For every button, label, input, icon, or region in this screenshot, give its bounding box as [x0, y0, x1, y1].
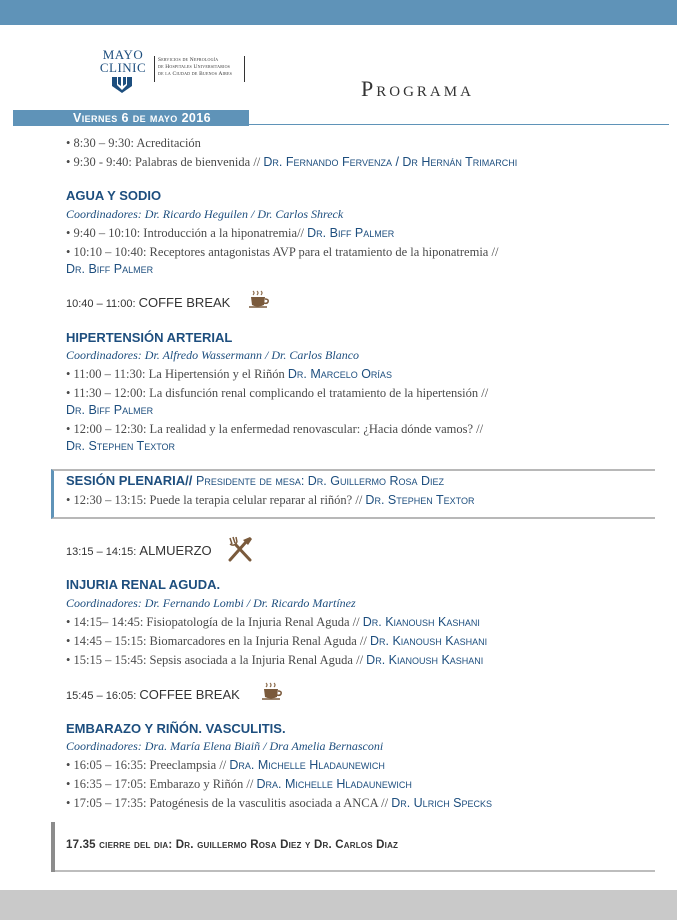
speaker: Dr. Biff Palmer	[66, 262, 154, 276]
speaker: Dr. Kianoush Kashani	[362, 615, 480, 629]
cutlery-icon	[226, 536, 254, 562]
speaker: Dr. Kianoush Kashani	[366, 653, 484, 667]
section-title-injuria: INJURIA RENAL AGUDA.	[66, 577, 221, 592]
schedule-item: • 12:30 – 13:15: Puede la terapia celular reparar al riñón? // Dr. Stephen Textor	[66, 492, 474, 508]
coordinators: Coordinadores: Dr. Ricardo Heguilen / Dr. Carlos Shreck	[66, 207, 344, 221]
servicios-text: Servicios de Nefrología de Hospitales Universitarios de la Ciudad de Buenos Aires	[158, 57, 233, 77]
section-title-hipertension: HIPERTENSIÓN ARTERIAL	[66, 330, 233, 345]
logo-divider	[154, 56, 155, 82]
speaker: Dr. Biff Palmer	[66, 403, 154, 417]
schedule-item: • 9:30 - 9:40: Palabras de bienvenida // Dr. Fernando Fervenza / Dr Hernán Trimarchi	[66, 154, 517, 170]
speaker: Dr. Stephen Textor	[66, 439, 176, 453]
schedule-item: • 16:05 – 16:35: Preeclampsia // Dra. Michelle Hladaunewich	[66, 757, 385, 773]
speaker: Dr. Biff Palmer	[307, 226, 395, 240]
section-title-embarazo: EMBARAZO Y RIÑÓN. VASCULITIS.	[66, 721, 286, 736]
schedule-item: • 14:45 – 15:15: Biomarcadores en la Injuria Renal Aguda // Dr. Kianoush Kashani	[66, 633, 487, 649]
plenary-header: SESIÓN PLENARIA// Presidente de mesa: Dr. Guillermo Rosa Diez	[66, 473, 444, 488]
day-label: Viernes 6 de mayo 2016	[73, 111, 211, 125]
coordinators: Coordinadores: Dr. Alfredo Wassermann / Dr. Carlos Blanco	[66, 348, 360, 362]
section-title-agua: AGUA Y SODIO	[66, 188, 162, 203]
coffee-break: 15:45 – 16:05: COFFEE BREAK	[66, 687, 240, 702]
shield-icon	[110, 75, 134, 93]
top-bar	[0, 0, 677, 25]
plenary-president: Presidente de mesa: Dr. Guillermo Rosa Diez	[196, 474, 444, 488]
speaker: Dra. Michelle Hladaunewich	[256, 777, 412, 791]
closing-text: 17.35 cierre del dia: Dr. guillermo Rosa Diez y Dr. Carlos Diaz	[66, 839, 399, 851]
schedule-item: • 15:15 – 15:45: Sepsis asociada a la Injuria Renal Aguda // Dr. Kianoush Kashani	[66, 652, 483, 668]
day-rule	[249, 124, 669, 125]
schedule-item: • 8:30 – 9:30: Acreditación	[66, 135, 201, 151]
schedule-item: • 12:00 – 12:30: La realidad y la enfermedad renovascular: ¿Hacia dónde vamos? //	[66, 421, 483, 437]
speaker: Dr. Fernando Fervenza / Dr Hernán Trimarchi	[263, 155, 518, 169]
page-title: Programa	[361, 76, 474, 101]
coordinators: Coordinadores: Dra. María Elena Biaiñ / Dra Amelia Bernasconi	[66, 739, 384, 753]
speaker: Dr. Stephen Textor	[365, 493, 475, 507]
speaker: Dr. Kianoush Kashani	[369, 634, 488, 648]
coffee-break: 10:40 – 11:00: COFFE BREAK	[66, 295, 231, 310]
lunch-break: 13:15 – 14:15: ALMUERZO	[66, 543, 212, 558]
schedule-item: • 10:10 – 10:40: Receptores antagonistas AVP para el tratamiento de la hiponatremia //	[66, 244, 498, 260]
day-header	[13, 110, 249, 126]
logo-wordmark: MAYO CLINIC	[99, 47, 147, 75]
schedule-item: • 17:05 – 17:35: Patogénesis de la vasculitis asociada a ANCA // Dr. Ulrich Specks	[66, 795, 492, 811]
coffee-cup-icon	[261, 682, 283, 702]
schedule-item: • 16:35 – 17:05: Embarazo y Riñón // Dra. Michelle Hladaunewich	[66, 776, 412, 792]
schedule-item: • 11:30 – 12:00: La disfunción renal complicando el tratamiento de la hipertensión //	[66, 385, 488, 401]
schedule-item: • 11:00 – 11:30: La Hipertensión y el Riñón Dr. Marcelo Orías	[66, 366, 392, 382]
schedule-item: • 9:40 – 10:10: Introducción a la hiponatremia// Dr. Biff Palmer	[66, 225, 394, 241]
speaker: Dr. Ulrich Specks	[391, 796, 493, 810]
speaker: Dra. Michelle Hladaunewich	[229, 758, 385, 772]
coffee-cup-icon	[248, 290, 270, 310]
logo-end-line	[244, 56, 245, 82]
bottom-bar	[0, 890, 677, 920]
coordinators: Coordinadores: Dr. Fernando Lombi / Dr. Ricardo Martínez	[66, 596, 356, 610]
schedule-item: • 14:15– 14:45: Fisiopatología de la Injuria Renal Aguda // Dr. Kianoush Kashani	[66, 614, 480, 630]
speaker: Dr. Marcelo Orías	[287, 367, 392, 381]
